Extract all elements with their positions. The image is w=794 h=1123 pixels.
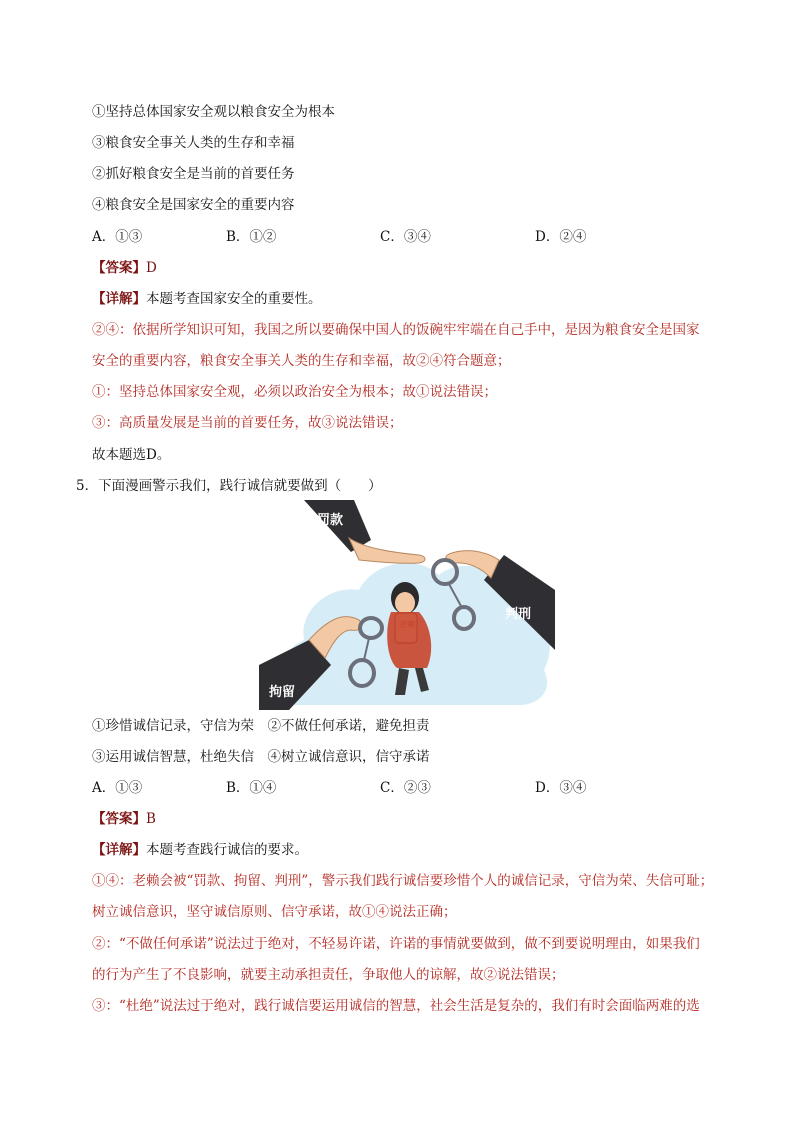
explanation-line: ①：坚持总体国家安全观，必须以政治安全为根本；故①说法错误； [92,384,497,400]
option-c: C．③④ [380,229,431,245]
option-a: A．①③ [92,229,143,245]
answer-value: B [146,811,156,827]
explanation-line: 安全的重要内容，粮食安全事关人类的生存和幸福，故②④符合题意； [92,353,511,369]
statement-4: ④粮食安全是国家安全的重要内容 [92,197,295,213]
option-c: C．②③ [380,780,431,796]
detail-text: 本题考查践行诚信的要求。 [146,842,308,858]
explanation-line: ③：“杜绝”说法过于绝对，践行诚信要运用诚信的智慧，社会生活是复杂的，我们有时会面临两难的选 [92,998,700,1014]
cartoon-image [259,500,555,710]
option-d: D．②④ [535,229,587,245]
statement-3: ③粮食安全事关人类的生存和幸福 [92,135,295,151]
answer-tag: 【答案】 [92,260,146,276]
detail-text: 本题考查国家安全的重要性。 [146,291,322,307]
detail-tag: 【详解】 [92,291,146,307]
explanation-line: 的行为产生了不良影响，就要主动承担责任，争取他人的谅解，故②说法错误； [92,967,565,983]
option-b: B．①② [226,229,277,245]
label-right: 判刑 [505,607,532,622]
label-left: 拘留 [269,685,296,700]
statement-2: ②抓好粮食安全是当前的首要任务 [92,166,295,182]
explanation-line: ③：高质量发展是当前的首要任务，故③说法错误； [92,415,403,431]
conclusion: 故本题选D。 [92,447,171,463]
detail-line [92,290,322,308]
statement-row-2: ③运用诚信智慧，杜绝失信 ④树立诚信意识，信守承诺 [92,749,430,765]
explanation-line: ②④：依据所学知识可知，我国之所以要确保中国人的饭碗牢牢端在自己手中，是因为粮食安全是国家 [92,322,700,338]
question-stem: 5．下面漫画警示我们，践行诚信就要做到（ ） [76,478,382,494]
answer-line [92,810,156,828]
explanation-line: ②：“不做任何承诺”说法过于绝对，不轻易许诺，许诺的事情就要做到，做不到要说明理由，如果我们 [92,936,700,952]
answer-tag: 【答案】 [92,811,146,827]
option-b: B．①④ [226,780,277,796]
explanation-line: ①④：老赖会被“罚款、拘留、判刑”，警示我们践行诚信要珍惜个人的诚信记录，守信为荣、失信可耻； [92,873,714,889]
detail-line [92,841,308,859]
option-a: A．①③ [92,780,143,796]
answer-line [92,259,157,277]
answer-value: D [146,260,157,276]
detail-tag: 【详解】 [92,842,146,858]
label-top: 罚款 [317,513,344,528]
statement-row-1: ①珍惜诚信记录，守信为荣 ②不做任何承诺，避免担责 [92,718,430,734]
explanation-line: 树立诚信意识，坚守诚信原则、信守承诺，故①④说法正确； [92,904,457,920]
option-d: D．③④ [535,780,587,796]
statement-1: ①坚持总体国家安全观以粮食安全为根本 [92,104,335,120]
